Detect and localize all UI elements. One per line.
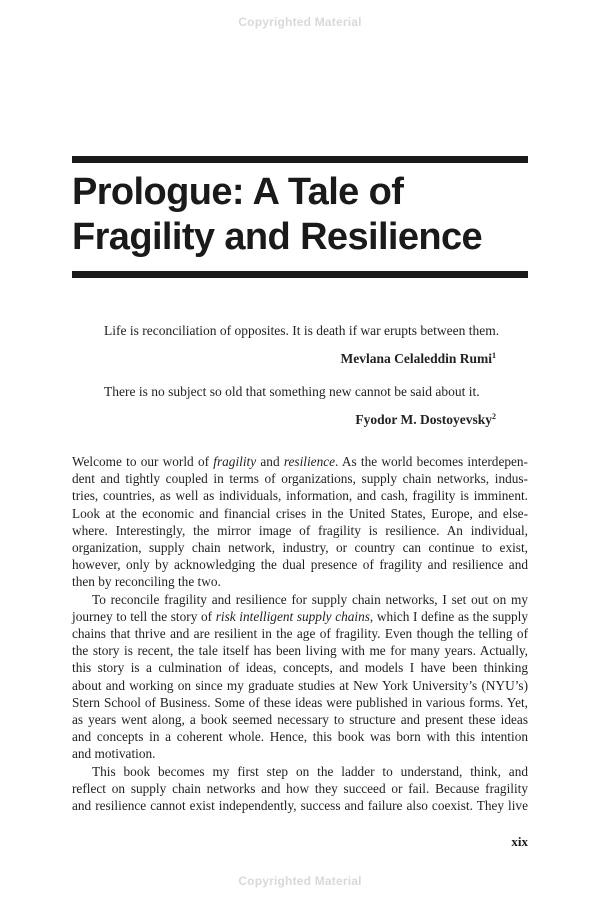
chapter-title-line-2: Fragility and Resilience xyxy=(72,216,483,258)
text-line: To reconcile fragility and resilience for supply chain networks, I set out on my xyxy=(92,591,528,607)
text-line: this story is a culmination of ideas, concepts, and models I have been thinking xyxy=(72,660,528,676)
text-line: reflect on supply chain networks and how they succeed or fail. Because fragility xyxy=(72,780,528,796)
epigraph-rumi xyxy=(104,322,500,368)
emphasized-term: risk intelligent supply chains xyxy=(215,608,370,624)
text-line: the story is recent, the tale itself has been living with me for many years. Actually, xyxy=(72,643,528,659)
text-line: and concepts in a coherent whole. Hence, this book was born with this intention xyxy=(72,729,528,745)
text-line: Stern School of Business. Some of these ideas were published in various forms. Yet, xyxy=(72,694,528,710)
emphasized-term: fragility xyxy=(213,454,257,469)
text-line: as years went along, a book seemed necessary to structure and present these ideas xyxy=(72,712,528,728)
text-line: tries, countries, as well as individuals, information, and cash, fragility is imminent. xyxy=(72,488,528,504)
epigraph-author: Fyodor M. Dostoyevsky xyxy=(355,412,492,427)
copyright-watermark-top: Copyrighted Material xyxy=(238,15,362,29)
epigraph-attribution xyxy=(104,408,496,429)
chapter-title-line-1: Prologue: A Tale of xyxy=(72,171,404,213)
epigraph-quote: There is no subject so old that something new cannot be said about it. xyxy=(104,384,480,399)
footnote-marker: 1 xyxy=(492,351,496,360)
text-line: journey to tell the story of risk intelligent supply chains, which I define as the supply xyxy=(72,608,529,624)
text-line: organization, supply chain network, industry, or country can continue to exist, xyxy=(72,540,528,556)
title-rule-top xyxy=(72,156,528,163)
text-line: where. Interestingly, the mirror image of fragility is resilience. An individual, xyxy=(72,522,528,538)
paragraph xyxy=(72,763,528,815)
text-line: then by reconciling the two. xyxy=(72,574,221,590)
text-line: Welcome to our world of fragility and resilience. As the world becomes interdepen- xyxy=(72,454,528,469)
text-line: This book becomes my first step on the ladder to understand, think, and xyxy=(92,763,528,779)
page-number: xix xyxy=(511,834,528,849)
epigraph-dostoyevsky xyxy=(104,383,496,429)
paragraph xyxy=(72,453,528,591)
text-line: and resilience cannot exist independently, success and failure also coexist. They live xyxy=(72,798,528,814)
text-line: dent and tightly coupled in terms of organizations, supply chain networks, indus- xyxy=(72,471,528,487)
epigraph-author: Mevlana Celaleddin Rumi xyxy=(340,351,492,366)
text-line: and motivation. xyxy=(72,746,156,762)
text-line: chains that thrive and are resilient in the age of fragility. Even though the telling of xyxy=(72,626,528,642)
text-line: Look at the economic and financial crises in the United States, Europe, and else- xyxy=(72,505,528,521)
title-rule-bottom xyxy=(72,271,528,278)
epigraph-attribution xyxy=(104,347,496,368)
text-line: about and working on since my graduate studies at New York University’s (NYU’s) xyxy=(72,677,528,693)
copyright-watermark-bottom: Copyrighted Material xyxy=(238,874,362,888)
footnote-marker: 2 xyxy=(492,412,496,421)
epigraph-quote: Life is reconciliation of opposites. It is death if war erupts between them. xyxy=(104,323,500,338)
emphasized-term: resilience xyxy=(283,454,336,469)
chapter-title xyxy=(72,170,532,260)
paragraph xyxy=(72,591,528,763)
body-text xyxy=(72,453,528,814)
text-line: however, only by acknowledging the dual presence of fragility and resilience and xyxy=(72,557,528,573)
